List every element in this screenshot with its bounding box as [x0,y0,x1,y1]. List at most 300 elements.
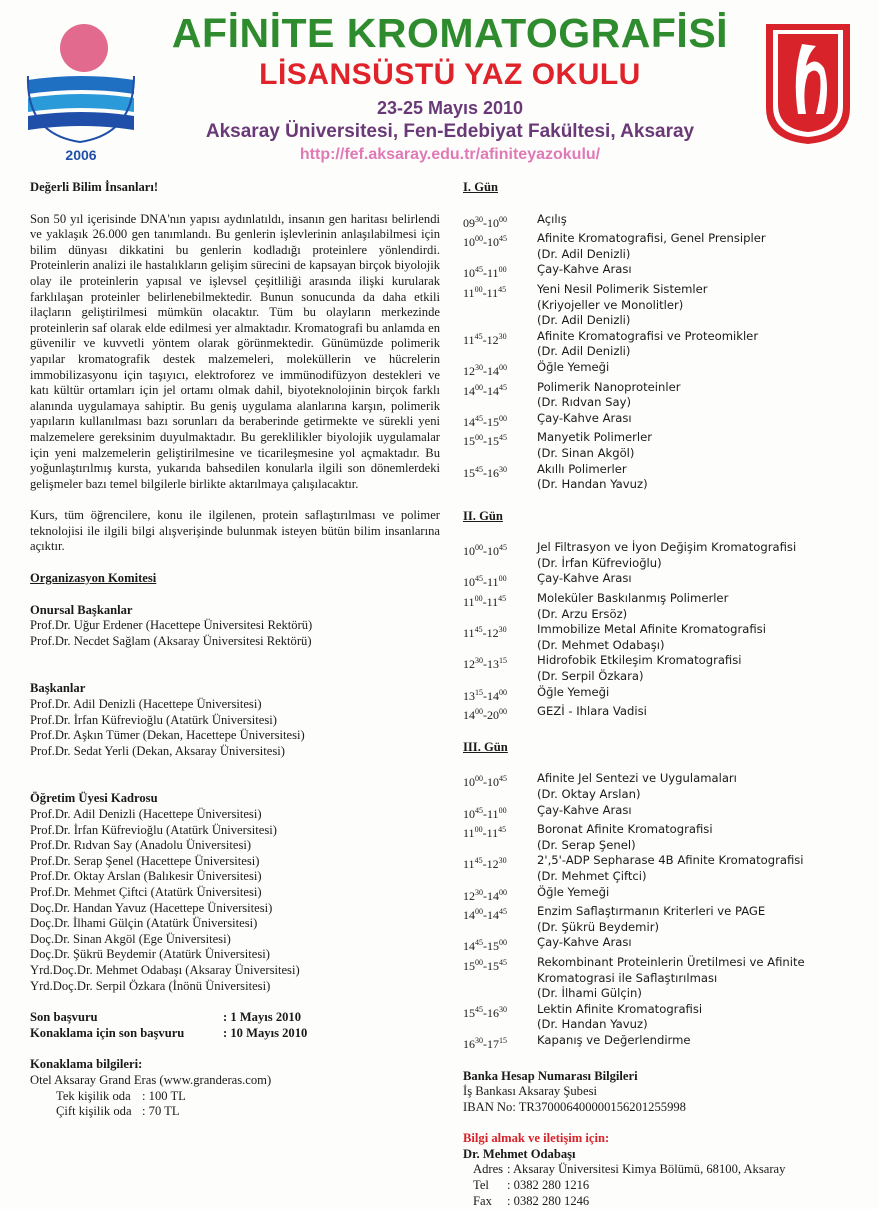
chairs-list [30,697,440,759]
session-title: 2',5'-ADP Sepharase 4B Afinite Kromatografisi [537,853,804,868]
schedule-event [537,771,868,802]
time-start-hour: 11 [463,626,475,641]
time-start-hour: 14 [463,939,475,954]
time-start-min: 45 [475,265,483,275]
time-separator: - [482,826,487,841]
session-detail: (Dr. İlhami Gülçin) [537,986,642,1001]
time-end-hour: 11 [487,575,499,590]
session-title: Çay-Kahve Arası [537,262,632,277]
time-end-hour: 15 [487,414,499,429]
time-end-min: 00 [499,707,507,717]
contact-label: Fax [473,1193,492,1208]
schedule-time [463,591,537,622]
contact-heading: Bilgi almak ve iletişim için: [463,1131,610,1146]
schedule-time [463,1002,537,1033]
time-end-min: 00 [499,687,507,697]
schedule-item [463,955,868,1002]
schedule-event [537,380,868,411]
faculty-member: Doç.Dr. Sinan Akgöl (Ege Üniversitesi) [30,931,231,946]
faculty-heading: Öğretim Üyesi Kadrosu [30,791,158,806]
time-end-hour: 20 [487,708,499,723]
time-end-hour: 15 [487,939,499,954]
bank-line: IBAN No: TR370006400000156201255998 [463,1099,686,1114]
session-title: Kapanış ve Değerlendirme [537,1032,691,1047]
time-end-hour: 14 [487,688,499,703]
session-title: Enzim Saflaştırmanın Kriterleri ve PAGE [537,904,766,919]
time-end-hour: 11 [486,826,499,841]
contact-label: Adres [473,1162,504,1177]
schedule-item [463,430,868,461]
day-heading: II. Gün [463,508,503,523]
faculty-member: Doç.Dr. Handan Yavuz (Hacettepe Üniversitesi) [30,900,273,915]
time-separator: - [483,1005,487,1020]
faculty-member: Prof.Dr. Serap Şenel (Hacettepe Üniversitesi) [30,853,260,868]
time-separator: - [483,434,487,449]
faculty-member: Prof.Dr. İrfan Küfrevioğlu (Atatürk Üniversitesi) [30,822,277,837]
schedule-time [463,771,537,802]
time-separator: - [482,857,487,872]
time-end-min: 30 [499,464,507,474]
session-detail: (Dr. Serpil Özkara) [537,669,644,684]
schedule-event [537,1033,868,1053]
time-end-hour: 14 [487,363,499,378]
schedule-event [537,329,868,360]
greeting: Değerli Bilim İnsanları! [30,180,159,194]
room-price: : 100 TL [142,1088,186,1103]
deadline-label: Konaklama için son başvuru [30,1025,185,1040]
session-detail: (Dr. İrfan Küfrevioğlu) [537,555,662,570]
time-end-min: 00 [499,214,507,224]
schedule-event [537,231,868,262]
time-end-hour: 14 [487,383,499,398]
session-detail: Kromatograsi ile Saflaştırılması [537,970,718,985]
time-end-min: 00 [499,938,507,948]
schedule-time [463,262,537,282]
hotel-name: Otel Aksaray Grand Eras (www.granderas.com) [30,1072,272,1087]
schedule-item [463,282,868,329]
time-start-min: 30 [475,656,483,666]
faculty-member: Prof.Dr. Mehmet Çiftci (Atatürk Üniversitesi) [30,884,262,899]
time-start-hour: 10 [463,575,475,590]
session-title: Afinite Jel Sentezi ve Uygulamaları [537,771,737,786]
chair-member: Prof.Dr. İrfan Küfrevioğlu (Atatürk Üniversitesi) [30,712,277,727]
time-start-min: 00 [475,907,483,917]
session-title: Öğle Yemeği [537,884,610,899]
time-end-hour: 11 [486,285,499,300]
contact-name: Dr. Mehmet Odabaşı [463,1146,576,1161]
session-detail: (Dr. Adil Denizli) [537,344,631,359]
schedule-event [537,262,868,282]
schedule-item [463,885,868,905]
schedule-item [463,462,868,493]
time-start-hour: 11 [463,285,475,300]
session-title: GEZİ - Ihlara Vadisi [537,704,647,719]
schedule-item [463,411,868,431]
time-end-hour: 10 [487,235,499,250]
time-start-min: 00 [475,774,483,784]
time-start-hour: 10 [463,806,475,821]
time-end-hour: 12 [486,332,499,347]
time-end-min: 00 [498,265,507,275]
deadline-value: : 1 Mayıs 2010 [223,1010,302,1025]
time-end-min: 45 [499,774,507,784]
time-end-hour: 17 [487,1036,499,1051]
schedule-item [463,685,868,705]
time-end-min: 45 [499,234,507,244]
session-title: Hidrofobik Etkileşim Kromatografisi [537,653,742,668]
deadline-label: Son başvuru [30,1010,98,1025]
time-start-min: 45 [475,413,483,423]
time-start-hour: 11 [463,826,475,841]
schedule-item [463,212,868,232]
time-separator: - [483,363,487,378]
schedule-event [537,803,868,823]
faculty-member: Yrd.Doç.Dr. Mehmet Odabaşı (Aksaray Üniversitesi) [30,962,300,977]
time-start-min: 45 [474,625,483,635]
time-end-min: 45 [498,594,507,604]
contact-row [463,1178,868,1194]
schedule-time [463,571,537,591]
time-separator: - [483,575,487,590]
time-end-min: 45 [499,433,507,443]
time-separator: - [483,888,487,903]
time-start-min: 45 [475,805,483,815]
chairs-heading: Başkanlar [30,681,86,696]
time-start-min: 45 [474,331,483,341]
schedule-time [463,904,537,935]
session-detail: (Dr. Arzu Ersöz) [537,606,628,621]
schedule-time [463,1033,537,1053]
time-start-min: 00 [475,382,483,392]
time-end-hour: 16 [487,465,499,480]
time-end-hour: 12 [486,857,499,872]
faculty-member: Prof.Dr. Oktay Arslan (Balıkesir Üniversitesi) [30,869,262,884]
schedule-item [463,622,868,653]
time-start-min: 00 [475,433,483,443]
schedule-event [537,571,868,591]
time-separator: - [483,657,487,672]
schedule-event [537,360,868,380]
time-start-hour: 10 [463,266,475,281]
time-start-hour: 11 [463,857,475,872]
time-start-hour: 10 [463,544,475,559]
time-separator: - [483,383,487,398]
faculty-list [30,807,440,994]
time-start-min: 45 [475,938,483,948]
time-separator: - [483,266,487,281]
time-separator: - [482,626,487,641]
time-end-min: 45 [499,543,507,553]
faculty-member: Yrd.Doç.Dr. Serpil Özkara (İnönü Üniversitesi) [30,978,271,993]
schedule-event [537,685,868,705]
room-label: Çift kişilik oda [56,1104,132,1119]
page-subtitle: LİSANSÜSTÜ YAZ OKULU [259,58,641,91]
session-detail: (Dr. Rıdvan Say) [537,395,632,410]
session-title: Rekombinant Proteinlerin Üretilmesi ve Afinite [537,954,805,969]
session-detail: (Dr. Serap Şenel) [537,837,636,852]
session-title: Manyetik Polimerler [537,430,653,445]
university-logo-icon [22,14,140,164]
schedule-time [463,380,537,411]
session-title: Çay-Kahve Arası [537,935,632,950]
time-separator: - [483,688,487,703]
schedule-time [463,430,537,461]
time-separator: - [482,332,487,347]
time-end-hour: 15 [487,434,499,449]
schedule-item [463,591,868,622]
time-separator: - [483,806,487,821]
faculty-member: Prof.Dr. Adil Denizli (Hacettepe Üniversitesi) [30,807,262,821]
time-separator: - [483,544,487,559]
time-separator: - [482,595,487,610]
time-separator: - [483,215,487,230]
time-start-hour: 14 [463,414,475,429]
time-start-hour: 15 [463,465,475,480]
session-title: Polimerik Nanoproteinler [537,379,681,394]
time-start-hour: 11 [463,332,475,347]
schedule-time [463,822,537,853]
session-title: Yeni Nesil Polimerik Sistemler [537,281,708,296]
schedule-time [463,653,537,684]
left-column [30,180,440,1120]
schedule-item [463,653,868,684]
time-end-min: 00 [499,413,507,423]
session-title: Lektin Afinite Kromatografisi [537,1001,703,1016]
schedule-item [463,704,868,724]
room-row [30,1104,440,1120]
schedule-event [537,540,868,571]
chair-member: Prof.Dr. Sedat Yerli (Dekan, Aksaray Üniversitesi) [30,743,285,758]
time-start-hour: 13 [463,688,475,703]
time-start-min: 30 [475,362,483,372]
time-start-hour: 09 [463,215,475,230]
schedule-event [537,704,868,724]
schedule-event [537,885,868,905]
chair-member: Prof.Dr. Aşkın Tümer (Dekan, Hacettepe Üniversitesi) [30,728,305,743]
schedule-time [463,704,537,724]
schedule-event [537,591,868,622]
schedule-time [463,803,537,823]
time-separator: - [482,285,487,300]
time-end-hour: 10 [487,775,499,790]
day-heading: I. Gün [463,180,499,194]
time-start-hour: 12 [463,657,475,672]
time-end-min: 30 [499,1004,507,1014]
schedule-event [537,935,868,955]
time-start-hour: 15 [463,958,475,973]
session-title: Öğle Yemeği [537,359,610,374]
page-title: AFİNİTE KROMATOGRAFİSİ [171,10,729,56]
time-end-min: 00 [498,574,507,584]
honorary-member: Prof.Dr. Uğur Erdener (Hacettepe Üniversitesi Rektörü) [30,618,313,633]
session-detail: (Dr. Sinan Akgöl) [537,445,635,460]
time-end-min: 00 [498,805,507,815]
schedule-item [463,1002,868,1033]
session-title: Boronat Afinite Kromatografisi [537,822,713,837]
session-title: Afinite Kromatografisi ve Proteomikler [537,328,759,343]
schedule-item [463,262,868,282]
time-separator: - [483,235,487,250]
faculty-member: Prof.Dr. Rıdvan Say (Anadolu Üniversitesi) [30,838,252,853]
session-title: Immobilize Metal Afinite Kromatografisi [537,622,766,637]
time-separator: - [483,708,487,723]
time-end-min: 45 [498,284,507,294]
schedule-time [463,212,537,232]
schedule-time [463,540,537,571]
time-separator: - [483,908,487,923]
time-start-hour: 15 [463,434,475,449]
event-place: Aksaray Üniversitesi, Fen-Edebiyat Fakültesi, Aksaray [205,121,695,142]
bank-info [463,1084,868,1115]
time-end-min: 30 [498,856,507,866]
time-end-hour: 14 [487,888,499,903]
time-end-min: 45 [498,825,507,835]
event-url-link[interactable]: http://fef.aksaray.edu.tr/afiniteyazokulu/ [299,146,601,163]
time-start-hour: 14 [463,908,475,923]
time-end-hour: 11 [487,806,499,821]
schedule-time [463,231,537,262]
schedule-time [463,935,537,955]
schedule-time [463,411,537,431]
chair-member: Prof.Dr. Adil Denizli (Hacettepe Üniversitesi) [30,697,262,712]
deadlines [30,1010,440,1041]
contact-row [463,1162,868,1178]
schedule-time [463,955,537,1002]
session-detail: (Dr. Adil Denizli) [537,313,631,328]
schedule-event [537,822,868,853]
schedule-item [463,540,868,571]
time-start-min: 00 [475,707,483,717]
time-start-min: 45 [475,1004,483,1014]
time-start-min: 00 [475,234,483,244]
contact-value: : 0382 280 1246 [507,1193,590,1208]
time-end-hour: 12 [486,626,499,641]
day-heading: III. Gün [463,739,508,754]
time-end-min: 30 [498,625,507,635]
time-start-min: 30 [475,214,483,224]
schedule-item [463,935,868,955]
schedule-event [537,212,868,232]
time-separator: - [483,414,487,429]
honorary-list [30,618,440,649]
schedule-event [537,853,868,884]
time-end-min: 45 [499,907,507,917]
time-start-min: 30 [475,1035,483,1045]
session-detail: (Dr. Mehmet Odabaşı) [537,637,665,652]
time-end-min: 00 [499,887,507,897]
accommodation-heading: Konaklama bilgileri: [30,1057,143,1072]
time-start-hour: 10 [463,235,475,250]
schedule-event [537,955,868,1002]
schedule-event [537,282,868,329]
schedule-time [463,885,537,905]
time-end-hour: 10 [487,544,499,559]
schedule-item [463,571,868,591]
honorary-member: Prof.Dr. Necdet Sağlam (Aksaray Üniversitesi Rektörü) [30,633,312,648]
time-end-min: 30 [498,331,507,341]
session-detail: (Dr. Adil Denizli) [537,246,631,261]
header [0,0,879,172]
honorary-heading: Onursal Başkanlar [30,602,133,617]
time-end-hour: 14 [487,908,499,923]
schedule-event [537,430,868,461]
time-end-min: 15 [499,656,507,666]
time-start-hour: 15 [463,1005,475,1020]
session-detail: (Kriyojeller ve Monolitler) [537,297,684,312]
session-title: Açılış [537,211,567,226]
schedule-item [463,329,868,360]
time-separator: - [483,1036,487,1051]
room-label: Tek kişilik oda [56,1088,131,1103]
schedule-time [463,282,537,329]
schedule-item [463,803,868,823]
time-start-min: 00 [475,543,483,553]
time-end-min: 00 [499,362,507,372]
time-end-hour: 13 [487,657,499,672]
schedule-event [537,411,868,431]
faculty-member: Doç.Dr. Şükrü Beydemir (Atatürk Üniversitesi) [30,947,270,962]
session-detail: (Dr. Şükrü Beydemir) [537,919,659,934]
bank-heading: Banka Hesap Numarası Bilgileri [463,1068,638,1083]
deadline-row [30,1010,440,1026]
session-title: Akıllı Polimerler [537,461,627,476]
contact-value: : Aksaray Üniversitesi Kimya Bölümü, 68100, Aksaray [507,1162,786,1177]
schedule-item [463,853,868,884]
intro-paragraph: Son 50 yıl içerisinde DNA'nın yapısı aydınlatıldı, insanın gen haritası belirlendi ve yaklaşık 26.000 gen tanımlandı. Bu genlerin işlevlerinin anlaşılabilmesi için bilim dünyası dikkatini bu genlerin kodladığı proteinlere yönlendirdi. Proteinlerin analizi ile hastalıkların gelişim sürecini de kapsayan birçok biyolojik olay ile proteinlerin yapısal ve işlevsel çeşitliliği arasında ilişki kurularak farklılaşan proteinler belirlenebilmektedir. Bunun sonucunda da daha etkili ilaçların geliştirilmesi mümkün olacaktır. Tüm bu olayların merkezinde proteinlerin saf olarak elde edilmesi yer almaktadır. Kromatografi bu anlamda en güvenilir ve kuvvetli yöntem olarak görünmektedir. Günümüzde polimerik yapılar kromatografik destek malzemeleri, moleküllerin ve hücrelerin immobilizasyonu için taşıyıcı, elektroforez ve immünodifüzyon destekleri ve katı kültür ortamları için jel ortamı olmak dahil, biyoteknolojinin birçok farklı alanında uygulamaya sahiptir. Bu geniş uygulama alanlarına karşın, polimerik yapıların kullanılması bazı sorunları da beraberinde getirmekte ve sürekli yeni malzemelere gereksinim duyulmaktadır. Bu gereklilikler biyolojik uygulamalar için yeni malzemelerin geliştirilmesine ve ticarileşmesine yol açmaktadır. Bu yoğunlaştırılmış kursta, yukarıda bahsedilen konularla ilgili son dönemlerdeki gelişmeler bazı temel bilgilerle birlikte aktarılmaya çalışılacaktır. [30,211,440,491]
time-end-hour: 16 [487,1005,499,1020]
session-title: Moleküler Baskılanmış Polimerler [537,591,729,606]
hacettepe-logo-icon [758,16,858,148]
time-end-hour: 11 [486,595,499,610]
session-title: Afinite Kromatografisi, Genel Prensipler [537,231,766,246]
time-end-hour: 10 [487,215,499,230]
time-end-hour: 15 [487,958,499,973]
schedule-time [463,622,537,653]
session-title: Çay-Kahve Arası [537,410,632,425]
time-start-min: 45 [475,574,483,584]
time-separator: - [483,939,487,954]
session-title: Jel Filtrasyon ve İyon Değişim Kromatografisi [537,540,797,555]
session-detail: (Dr. Oktay Arslan) [537,787,641,801]
time-end-min: 45 [499,957,507,967]
schedule-event [537,653,868,684]
session-detail: (Dr. Mehmet Çiftci) [537,868,647,883]
time-start-hour: 12 [463,363,475,378]
logo-year: 2006 [65,147,97,163]
faculty-member: Doç.Dr. İlhami Gülçin (Atatürk Üniversitesi) [30,916,258,931]
time-start-hour: 16 [463,1036,475,1051]
deadline-value: : 10 Mayıs 2010 [223,1025,308,1040]
time-start-min: 00 [474,284,483,294]
session-detail: (Dr. Handan Yavuz) [537,1017,648,1032]
time-end-min: 15 [499,1035,507,1045]
time-start-min: 00 [475,957,483,967]
contact-row [463,1194,868,1209]
room-prices [30,1089,440,1120]
time-start-min: 00 [474,594,483,604]
committee-heading: Organizasyon Komitesi [30,571,157,586]
time-start-hour: 11 [463,595,475,610]
time-start-min: 45 [474,856,483,866]
contact-label: Tel [473,1178,489,1193]
schedule-time [463,360,537,380]
contact-info [463,1162,868,1209]
schedule-time [463,853,537,884]
schedule-event [537,462,868,493]
program-schedule [463,180,868,1053]
session-title: Öğle Yemeği [537,684,610,699]
schedule-item [463,231,868,262]
